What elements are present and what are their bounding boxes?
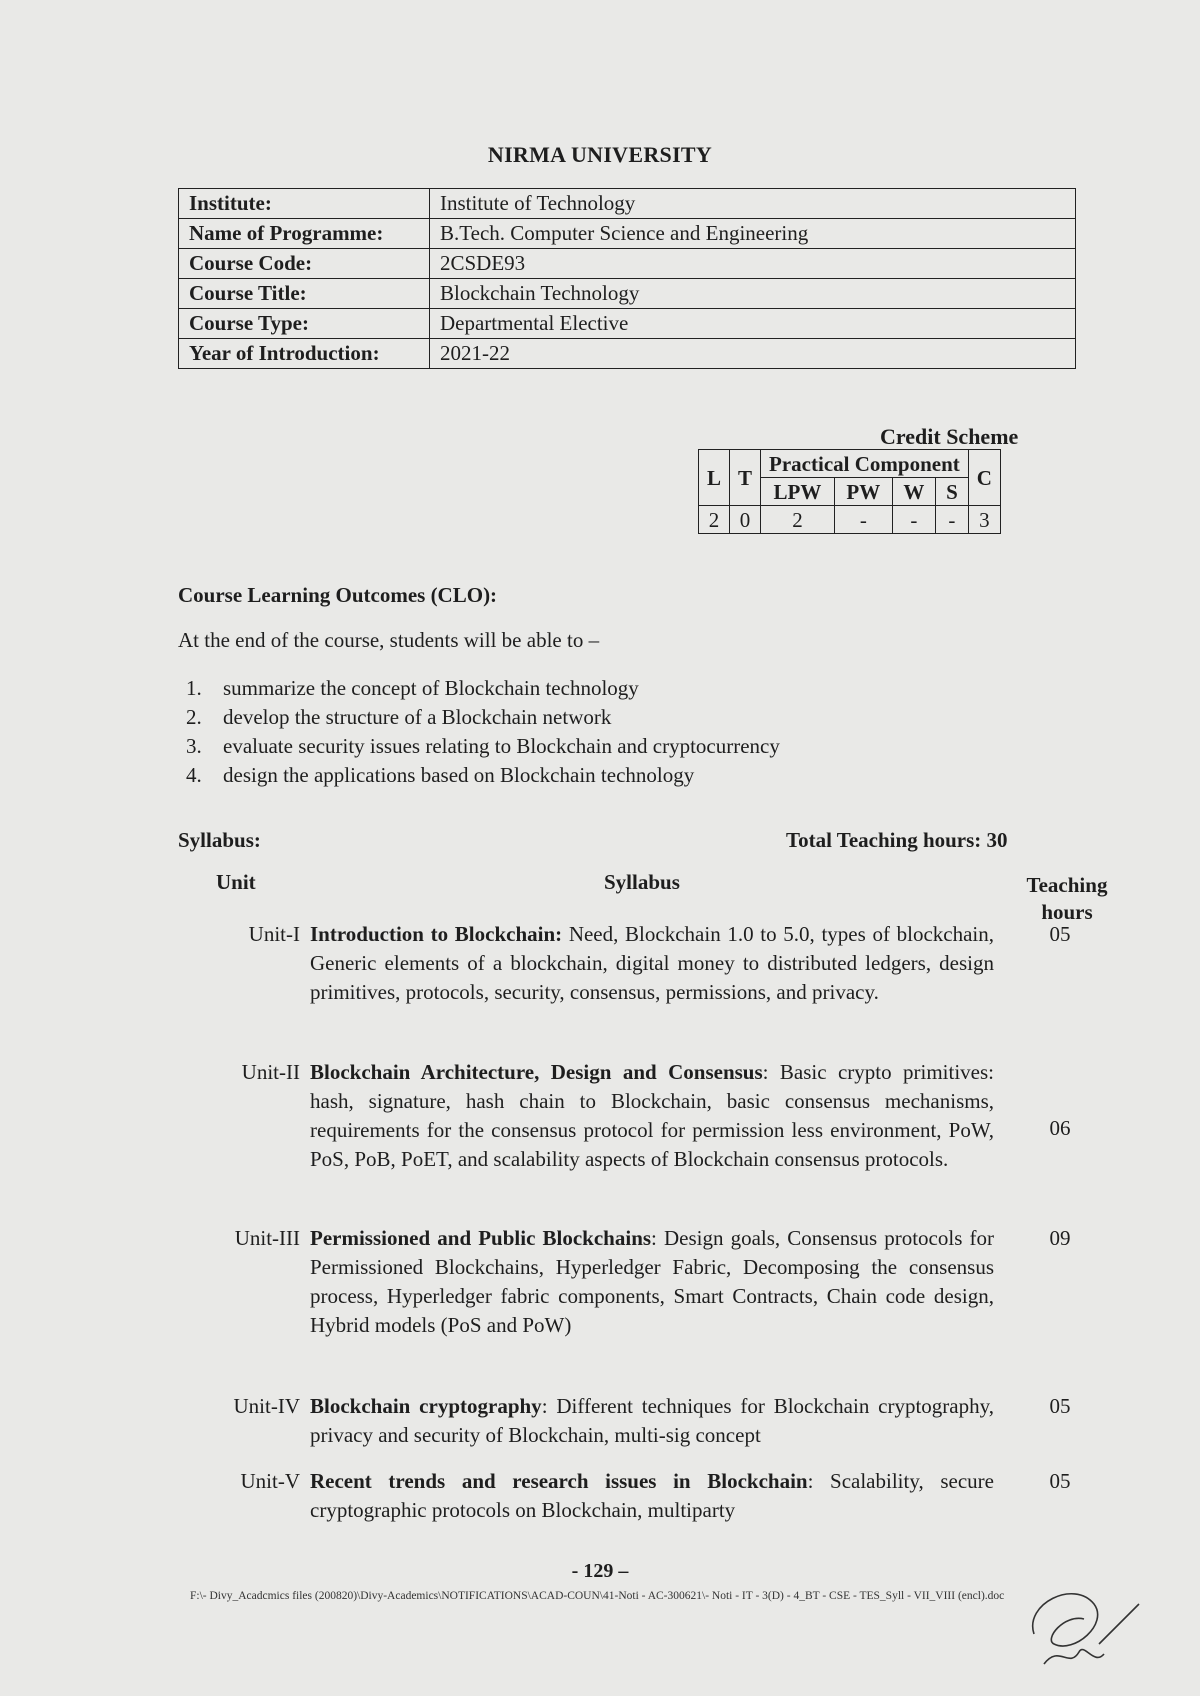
table-row [699, 506, 1001, 534]
unit-description [310, 1392, 994, 1450]
unit-description [310, 1467, 994, 1525]
table-row [179, 309, 1076, 339]
clo-heading: Course Learning Outcomes (CLO): [178, 583, 498, 607]
list-item [186, 732, 780, 761]
unit-title: Introduction to Blockchain: [310, 922, 563, 946]
credit-header-practical: Practical Component [761, 450, 969, 478]
credit-value-pw: - [834, 506, 892, 534]
list-text: evaluate security issues relating to Blockchain and cryptocurrency [223, 734, 780, 758]
info-value: B.Tech. Computer Science and Engineering [430, 219, 1076, 249]
credit-value-s: - [936, 506, 969, 534]
info-key: Year of Introduction: [179, 339, 430, 369]
credit-header-l: L [699, 450, 730, 506]
unit-label: Unit-III [234, 1226, 300, 1250]
credit-value-w: - [892, 506, 935, 534]
table-row [179, 339, 1076, 369]
credit-value-c: 3 [968, 506, 1000, 534]
info-value: Blockchain Technology [430, 279, 1076, 309]
info-key: Name of Programme: [179, 219, 430, 249]
table-row [699, 450, 1001, 478]
unit-text: : Different techniques for Blockchain cryptography, privacy and security of Blockchain, multi-sig concept [310, 1394, 995, 1447]
list-text: summarize the concept of Blockchain technology [223, 676, 639, 700]
credit-value-t: 0 [730, 506, 761, 534]
unit-title: Recent trends and research issues in Blockchain [310, 1469, 808, 1493]
credit-header-t: T [730, 450, 761, 506]
unit-description [310, 920, 994, 1007]
table-row [179, 219, 1076, 249]
syllabus-heading: Syllabus: [178, 828, 261, 852]
list-item [186, 674, 780, 703]
unit-description [310, 1224, 994, 1340]
unit-title: Blockchain cryptography [310, 1394, 542, 1418]
unit-hours: 06 [1049, 1116, 1071, 1140]
info-value: 2CSDE93 [430, 249, 1076, 279]
unit-hours: 05 [1049, 922, 1071, 946]
info-key: Course Code: [179, 249, 430, 279]
unit-text: Need, Blockchain 1.0 to 5.0, types of blockchain, Generic elements of a blockchain, digital money to distributed ledgers, design primitives, protocols, security, consensus, permissions, and privacy. [310, 922, 994, 1004]
unit-description [310, 1058, 994, 1174]
unit-text: : Scalability, secure cryptographic protocols on Blockchain, multiparty [310, 1469, 994, 1522]
credit-scheme-title: Credit Scheme [880, 424, 1019, 449]
clo-intro: At the end of the course, students will be able to – [178, 628, 600, 652]
info-key: Institute: [179, 189, 430, 219]
credit-subheader-w: W [892, 478, 935, 506]
info-value: Departmental Elective [430, 309, 1076, 339]
list-number: 3. [186, 734, 202, 758]
column-header-hours: Teaching hours [1026, 873, 1108, 924]
credit-subheader-s: S [936, 478, 969, 506]
signature-icon [1014, 1574, 1144, 1684]
unit-hours: 09 [1049, 1226, 1071, 1250]
unit-text: : Basic crypto primitives: hash, signature, hash chain to Blockchain, basic consensus mechanisms, requirements for the consensus protocol for permission less environment, PoW, PoS, PoB, PoET, and scalability aspects of Blockchain consensus protocols. [310, 1060, 994, 1171]
page-number: - 129 – [571, 1560, 629, 1582]
table-row [179, 189, 1076, 219]
list-number: 4. [186, 763, 202, 787]
table-row [179, 279, 1076, 309]
list-text: develop the structure of a Blockchain network [223, 705, 612, 729]
total-hours: Total Teaching hours: 30 [786, 828, 1008, 852]
list-number: 2. [186, 705, 202, 729]
unit-hours: 05 [1049, 1469, 1071, 1493]
list-item [186, 703, 780, 732]
unit-label: Unit-I [248, 922, 300, 946]
unit-hours: 05 [1049, 1394, 1071, 1418]
list-item [186, 761, 780, 790]
info-value: 2021-22 [430, 339, 1076, 369]
university-title: NIRMA UNIVERSITY [487, 142, 713, 167]
credit-value-l: 2 [699, 506, 730, 534]
unit-label: Unit-II [241, 1060, 300, 1084]
clo-list [186, 674, 780, 790]
unit-title: Blockchain Architecture, Design and Consensus [310, 1060, 763, 1084]
unit-label: Unit-IV [233, 1394, 300, 1418]
info-key: Course Type: [179, 309, 430, 339]
credit-value-lpw: 2 [761, 506, 835, 534]
info-key: Course Title: [179, 279, 430, 309]
column-header-unit: Unit [216, 870, 256, 894]
unit-label: Unit-V [240, 1469, 300, 1493]
course-info-table [178, 188, 1076, 369]
credit-subheader-lpw: LPW [761, 478, 835, 506]
unit-title: Permissioned and Public Blockchains [310, 1226, 652, 1250]
credit-scheme-table [698, 449, 1001, 534]
credit-header-c: C [968, 450, 1000, 506]
list-text: design the applications based on Blockchain technology [223, 763, 695, 787]
unit-text: : Design goals, Consensus protocols for Permissioned Blockchains, Hyperledger Fabric, Decomposing the consensus process, Hyperledger fabric components, Smart Contracts, Chain code design, Hybrid models (PoS and PoW) [310, 1226, 994, 1337]
info-value: Institute of Technology [430, 189, 1076, 219]
credit-subheader-pw: PW [834, 478, 892, 506]
footer-file-path: F:\- Divy_Acadcmics files (200820)\Divy-Academics\NOTIFICATIONS\ACAD-COUN\41-Noti - AC-300621\- Noti - IT - 3(D) - 4_BT - CSE - TES_Syll - VII_VIII (encl).doc [190, 1590, 1005, 1602]
column-header-syllabus: Syllabus [604, 870, 680, 894]
list-number: 1. [186, 676, 202, 700]
table-row [179, 249, 1076, 279]
